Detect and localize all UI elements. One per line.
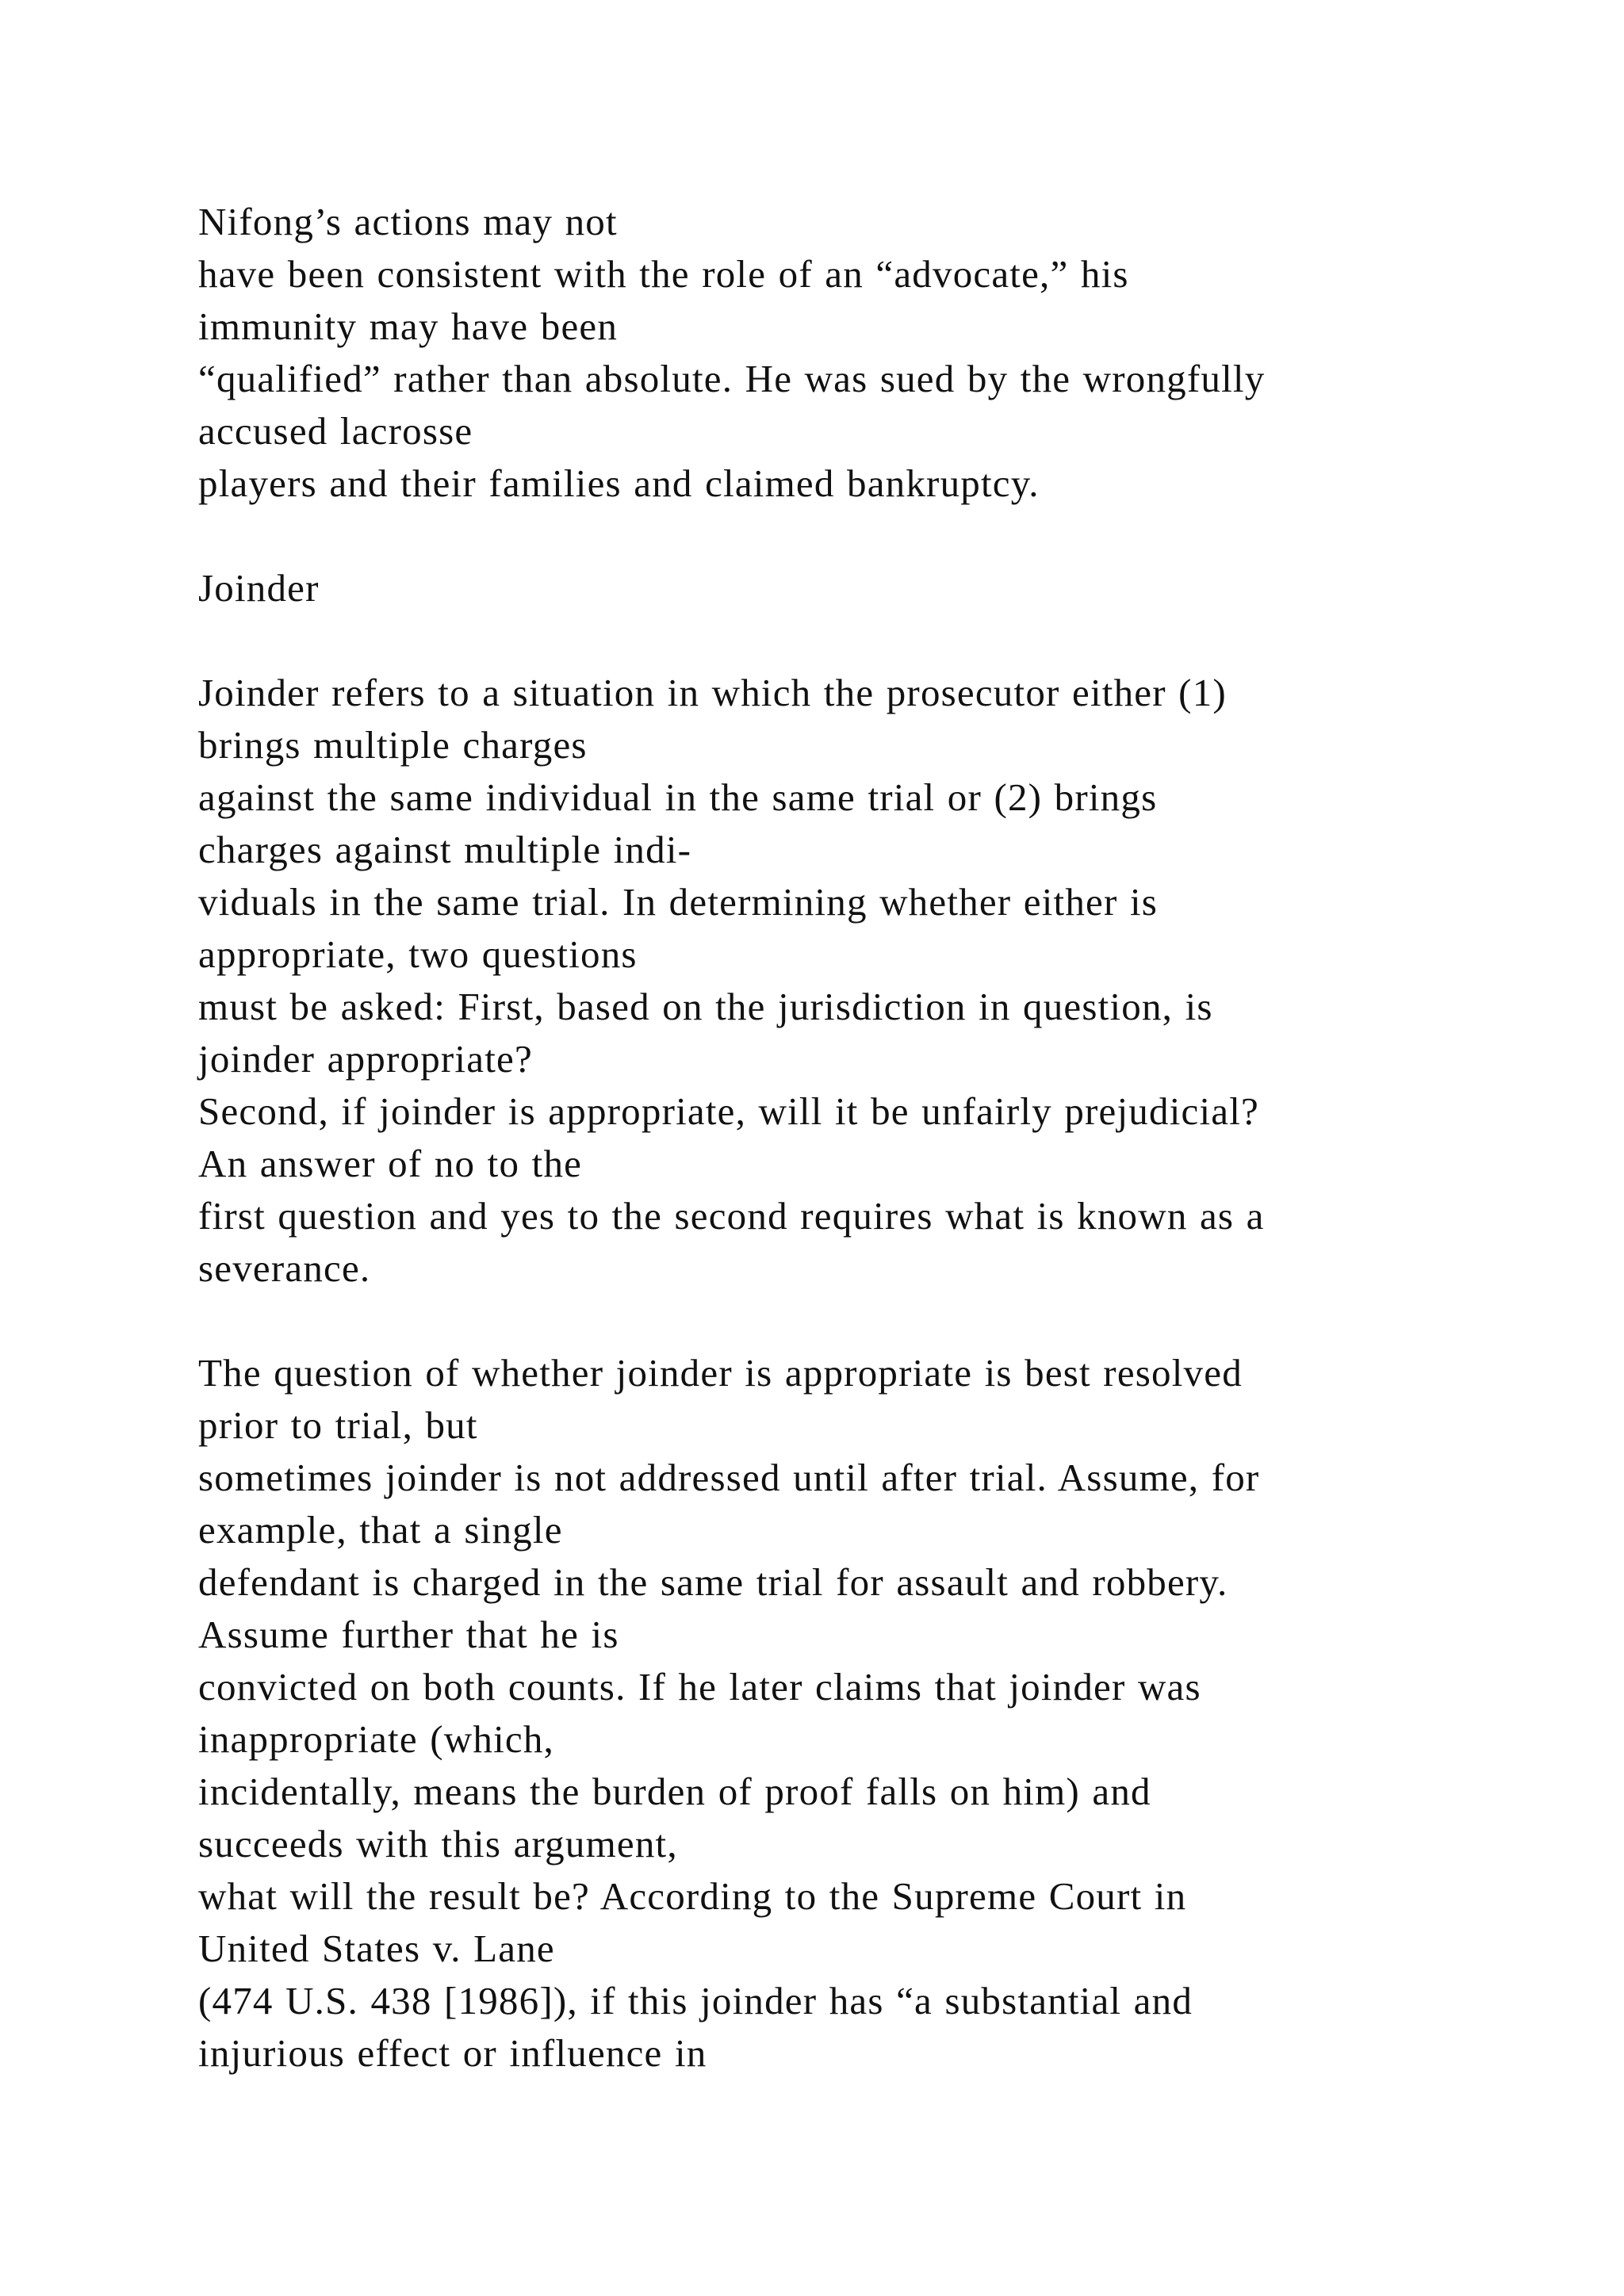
text-line: convicted on both counts. If he later claims that joinder was bbox=[198, 1665, 1201, 1709]
text-line: “qualified” rather than absolute. He was sued by the wrongfully bbox=[198, 357, 1266, 400]
text-line: sometimes joinder is not addressed until after trial. Assume, for bbox=[198, 1456, 1260, 1499]
section-heading-joinder bbox=[198, 562, 1594, 614]
text-line: what will the result be? According to the Supreme Court in bbox=[198, 1874, 1187, 1918]
text-line: (474 U.S. 438 [1986]), if this joinder has “a substantial and bbox=[198, 1979, 1193, 2022]
text-line: have been consistent with the role of an “advocate,” his bbox=[198, 252, 1129, 296]
text-line: prior to trial, but bbox=[198, 1403, 478, 1447]
text-line: example, that a single bbox=[198, 1508, 563, 1552]
text-line: brings multiple charges bbox=[198, 723, 588, 767]
text-line: incidentally, means the burden of proof falls on him) and bbox=[198, 1770, 1151, 1813]
text-line: Nifong’s actions may not bbox=[198, 200, 618, 243]
document-text bbox=[198, 196, 1594, 2080]
text-line: succeeds with this argument, bbox=[198, 1822, 678, 1866]
paragraph-nifong-immunity bbox=[198, 196, 1594, 510]
text-line: severance. bbox=[198, 1246, 371, 1290]
text-line: inappropriate (which, bbox=[198, 1717, 554, 1761]
paragraph-gap bbox=[198, 510, 1594, 562]
text-line: must be asked: First, based on the jurisdiction in question, is bbox=[198, 985, 1213, 1028]
text-line: Second, if joinder is appropriate, will it be unfairly prejudicial? bbox=[198, 1089, 1259, 1133]
text-line: immunity may have been bbox=[198, 304, 619, 348]
paragraph-joinder-definition bbox=[198, 667, 1594, 1295]
text-line: players and their families and claimed bankruptcy. bbox=[198, 461, 1040, 505]
text-line: United States v. Lane bbox=[198, 1927, 555, 1970]
text-line: appropriate, two questions bbox=[198, 932, 638, 976]
paragraph-gap bbox=[198, 1295, 1594, 1347]
text-line: charges against multiple indi- bbox=[198, 828, 692, 871]
text-line: Joinder refers to a situation in which the prosecutor either (1) bbox=[198, 671, 1227, 714]
text-line: defendant is charged in the same trial for assault and robbery. bbox=[198, 1560, 1228, 1604]
text-line: An answer of no to the bbox=[198, 1142, 583, 1185]
text-line: first question and yes to the second requires what is known as a bbox=[198, 1194, 1265, 1238]
paragraph-joinder-timing bbox=[198, 1347, 1594, 2080]
text-line: joinder appropriate? bbox=[198, 1037, 533, 1081]
text-line: injurious effect or influence in bbox=[198, 2031, 707, 2075]
heading-line: Joinder bbox=[198, 566, 320, 610]
text-line: accused lacrosse bbox=[198, 409, 473, 453]
text-line: The question of whether joinder is appropriate is best resolved bbox=[198, 1351, 1243, 1395]
text-line: viduals in the same trial. In determining whether either is bbox=[198, 880, 1159, 924]
text-line: Assume further that he is bbox=[198, 1613, 619, 1656]
paragraph-gap bbox=[198, 614, 1594, 667]
text-line: against the same individual in the same trial or (2) brings bbox=[198, 775, 1158, 819]
